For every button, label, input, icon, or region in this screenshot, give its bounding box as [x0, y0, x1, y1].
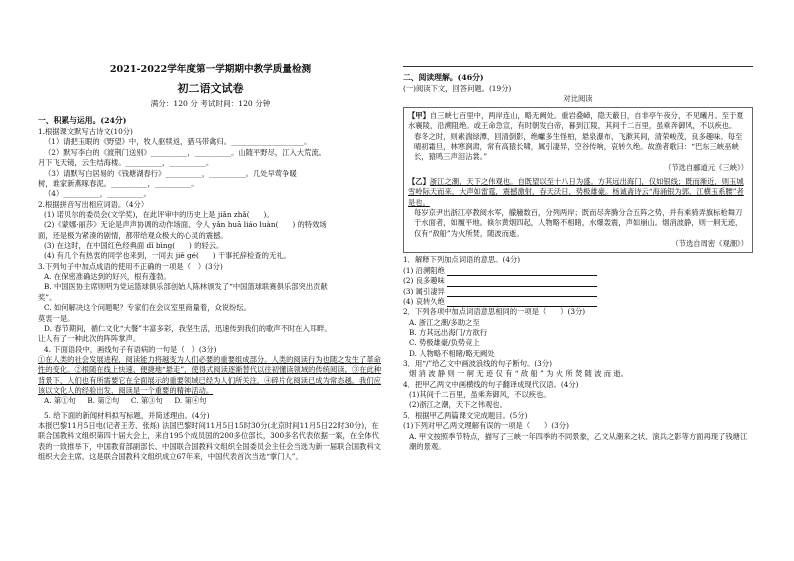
question-3-option-c-cont: 莫衷一是。	[38, 313, 75, 323]
passage-jia-label: 【甲】	[408, 110, 430, 120]
question-2-3: (3) 在这时，在中国红色经典面 dǐ bìng( ) 的轻云。	[44, 241, 224, 251]
exam-meta: 满分：120 分 考试时间：120 分钟	[150, 99, 271, 109]
question-4-options: A. 第①句 B. 第②句 C. 第③句 D. 第④句	[44, 396, 207, 406]
question-3-option-b-cont: 奖”。	[38, 292, 57, 302]
reading-q2-option-c: C. 势极雄豪/负势竞上	[409, 338, 480, 348]
answer-line[interactable]	[447, 298, 597, 307]
reading-q4-1: (1)其间千二百里，虽乘奔御风，不以疾也。	[409, 390, 551, 400]
question-2-2b: 面，还是极为紧凑的剧情，都带给观众极大的心灵的震撼。	[38, 230, 228, 240]
reading-q2-option-a: A. 浙江之潮/多助之至	[409, 317, 480, 327]
exam-title: 2021-2022学年度第一学期期中教学质量检测	[109, 64, 312, 75]
reading-q4-2: (2)浙江之潮，天下之伟观也。	[409, 400, 507, 410]
top-rule	[403, 66, 753, 67]
question-1-3b: 树，谁家新燕啄春泥。__________，__________。	[38, 178, 199, 188]
reading-q3-passage: 烟 消 波 静 则 一 舸 无 迹 仅 有 “ 敌 船 ” 为 火 所 焚 随 波 而 逝。	[409, 369, 629, 379]
passage-yi-label: 【乙】	[408, 176, 430, 186]
passage-box	[403, 107, 753, 254]
passage-yi-p2: 每岁京尹出浙江亭教阅水军，艨艟数百，分列两岸；既而尽奔腾分合五阵之势，并有乘骑弄旗标枪舞刀于水面者，如履平地。倏尔黄烟四起，人物略不相睹，水爆轰震，声如崩山。烟消波静，则一舸无迹，仅有“敌船”为火所焚，随波而逝。	[414, 208, 743, 238]
question-3: 3.下列句子中加点成语的使用不正确的一项是（ ）(3分)	[38, 261, 223, 271]
question-1-4: （4）__________，__________。	[44, 189, 151, 199]
question-3-option-d-cont: 让人有了一种此次的阵阵掌声。	[38, 334, 141, 344]
reading-q1-3: (3) 属引凄异	[403, 286, 445, 296]
reading-q2-option-d: D. 人物略不相睹/略无阙处	[409, 348, 495, 358]
reading-q5: 5．根据甲乙两篇课文完成题目。(5分)	[403, 410, 528, 420]
left-column	[38, 60, 383, 463]
question-4-passage: ①在人类的社会发展进程，阅读能力将越变为人们必要的重要组成部分。人类的阅读行为也随之发生了革命性的变化。②根随在线上快速、便捷地“悬走”，使得式阅读逐渐替代以往初懂读领域的传统阅读。③在此种背景下，人们也有所需要它在全面展示的重要领域已经为人们所关注，④碎片化阅读已成为常态越，我们应该以文化人的经验出发，阅读是一个重要的精神活动。	[38, 354, 382, 396]
question-5-news: 本报巴黎11月5日电(记者王芳、张烁) 法国巴黎时间11月5日15时30分(北京时间11月5日22时30分)，在联合国教科文组织第四十届大会上，来自195个成员国的200多位部长，300多名代表依据一案，在全体代表的一致推举下，中国教育部副部长、中国联合国教科文组织全国委员会主任会当选为新一届联合国教科文组织大会主席。这是联合国教科文组织成立67年来，中国代表首次当选“掌门人”。	[38, 421, 381, 462]
section-2-part-1: (一)阅读下文，回答问题。(19分)	[403, 84, 512, 94]
reading-q5-option-a: A. 甲文按照季节特点，描写了三峡一年四季的不同景象，乙文从潮来之状、演兵之影等方面再现了钱塘江潮的景观。	[409, 431, 748, 451]
question-3-option-b: B. 中国医协主席则明为党运篮球俱乐部创始人陈林颁发了“中国篮球联赛俱乐部突出贡献	[44, 282, 328, 292]
reading-q5-1: (1)下列对甲乙两文理解有误的一项是（ ）(3分)	[403, 421, 569, 431]
section-1-heading: 一、积累与运用。(24分)	[38, 116, 127, 125]
answer-line[interactable]	[447, 267, 597, 276]
question-1-1: （1）请把玉眼的《野望》中，牧人驱犊返，猎马带禽归。____________________。	[44, 137, 312, 147]
question-2-4: (4) 有几个有热衷的同学也来到，一同去 jiě gé( ) 干事托辞检查的无礼。	[44, 251, 291, 261]
reading-q3: 3．用“/”给乙文中画波浪线的句子断句。(3分)	[403, 359, 552, 369]
right-column	[403, 70, 753, 452]
reading-q4: 4．把甲乙两文中画横线的句子翻译成现代汉语。(4分)	[403, 379, 579, 389]
question-2-2: (2)《蒙娜·丽莎》无论是声声协调的动作场面、令人 yǎn huā liáo luàn( ) 的特效场	[44, 220, 327, 230]
question-3-option-a: A. 在保密准确达到的好兴，根有蓬勃。	[44, 272, 171, 282]
question-5: 5. 给下面的新闻材料拟写标题，并简述理由。(4分)	[44, 410, 210, 420]
question-1-3: （3）请默写白居易的《钱塘湖春行》__________，__________。几处早莺争暖	[44, 168, 297, 178]
passage-jia-p2: 春冬之时，则素湍绿潭，回清倒影，绝巘多生怪柏，悬泉瀑布，飞漱其间，清荣峻茂，良多趣味。每至晴初霜旦，林寒涧肃，常有高猿长啸，属引凄异，空谷传响，哀转久绝。故渔者歌曰：“巴东三峡巫峡长，猿鸣三声泪沾裳。”	[414, 131, 743, 162]
exam-subtitle: 初二语文试卷	[177, 81, 244, 95]
passage-jia-p1: 自三峡七百里中，两岸连山，略无阙处。重岩叠嶂，隐天蔽日，自非亭午夜分，不见曦月。至于夏水襄陵，沿溯阻绝。或王命急宣，有时朝发白帝，暮到江陵，其间千二百里，虽乘奔御风，不以疾也。	[408, 110, 744, 131]
answer-line[interactable]	[447, 278, 597, 287]
passage-title: 对比阅读	[563, 94, 593, 104]
question-1-2b: 月下飞天镜，云生结海楼。__________，__________。	[38, 158, 214, 168]
reading-q1-2: (2) 良多趣味	[403, 276, 445, 286]
question-1-2: （2）默写李白的《渡荆门送别》__________，__________。山随平野尽，江入大荒流。	[44, 147, 326, 157]
question-1: 1.根据课文默写古诗文(10分)	[38, 127, 133, 137]
reading-q2-option-b: B. 方其远出海门/方欲行	[409, 327, 488, 337]
passage-yi-source: （节选自周密《观潮》）	[671, 239, 748, 249]
reading-q1-1: (1) 沿溯阻绝	[403, 265, 445, 275]
reading-q1-4: (4) 哀转久绝	[403, 296, 445, 306]
question-4: 4. 下面语段中，画线句子有语病的一句是（ ）(3分)	[44, 344, 217, 354]
section-2-heading: 二、阅读理解。(46分)	[403, 73, 484, 82]
question-2: 2.根据拼音写出相应词语。（4分）	[38, 199, 149, 209]
reading-q1: 1．解释下列加点词语的意思。(4分)	[403, 255, 521, 265]
answer-line[interactable]	[447, 288, 597, 297]
reading-q2: 2．下列各项中加点词语意思相同的一项是（ ）(3分)	[403, 307, 586, 317]
question-3-option-d: D. 春节期间，循仁文化“大餐”丰富多彩，我坚生活，迅速传到我们的歌声不时在入耳畔。	[44, 323, 332, 333]
passage-yi-p1: 浙江之潮，天下之伟观也。自既望以至十八日为盛。方其远出海门，仅如银线；既而渐近，则玉城雪岭际天而来，大声如雷霆，震撼激射，吞天沃日，势极雄豪。杨诚斋诗云“海涌银为郭，江横玉系腰”者是也。	[408, 176, 744, 207]
passage-jia-source: （节选自郦道元《三峡》）	[664, 162, 748, 172]
question-2-1: (1) 诺贝尔的委员会(文学奖)，在此评审中的历史上是 jiǎn zhǎ( )。	[44, 209, 274, 219]
question-3-option-c: C. 如何解决这个问题呢？专家们在会议室里商量着，众说纷纭。	[44, 303, 251, 313]
